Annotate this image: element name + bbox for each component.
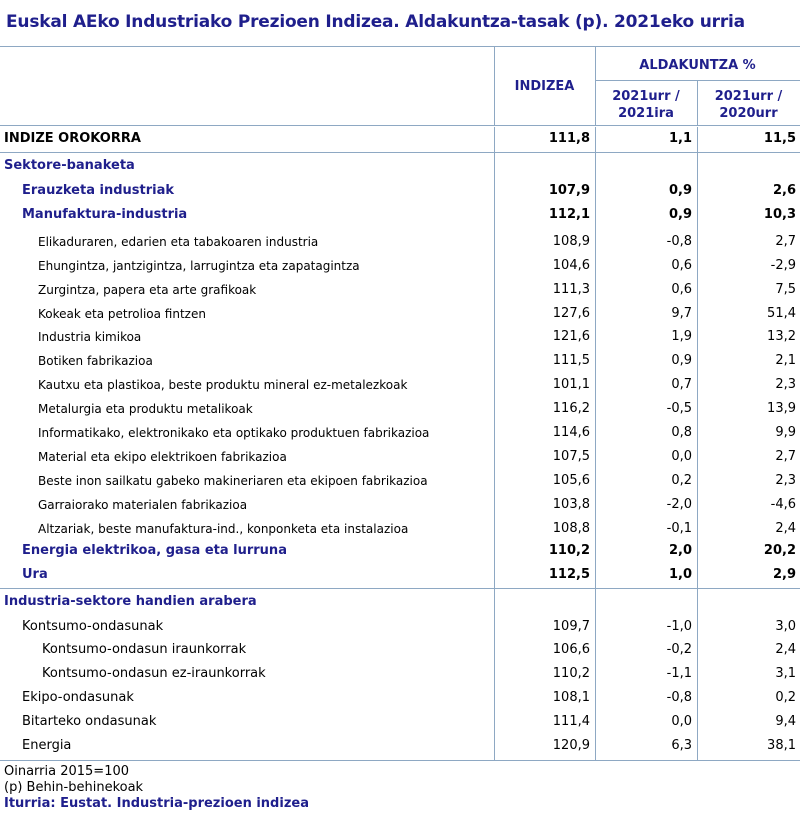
table-footer (4, 764, 309, 812)
row-label: Botiken fabrikazioa (38, 353, 153, 368)
row-value-annual: 2,4 (775, 642, 796, 658)
row-value-index: 108,9 (552, 234, 590, 250)
header-col3-line2: 2020urr (719, 106, 778, 121)
table-header (0, 46, 800, 126)
section-header (0, 590, 800, 614)
row-label: Sektore-banaketa (4, 158, 135, 174)
row-label: Kautxu eta plastikoa, beste produktu mineral ez-metalezkoak (38, 377, 408, 392)
row-value-index: 111,5 (552, 353, 590, 369)
row-value-annual: 3,1 (775, 666, 796, 682)
row-value-annual: 2,7 (775, 449, 796, 465)
row-label: Zurgintza, papera eta arte grafikoak (38, 282, 257, 297)
row-value-monthly: -0,2 (666, 642, 692, 658)
row-value-monthly: 0,9 (671, 353, 692, 369)
row-label: Energia elektrikoa, gasa eta lurruna (22, 543, 287, 559)
row-value-annual: 9,4 (775, 714, 796, 730)
table-row (0, 127, 800, 151)
row-value-index: 107,9 (548, 183, 590, 199)
row-value-annual: 13,2 (767, 329, 796, 345)
row-value-monthly: -0,5 (666, 401, 692, 417)
row-value-annual: 2,4 (775, 521, 796, 537)
row-value-annual: 7,5 (775, 282, 796, 298)
row-label: Energia (22, 738, 72, 754)
row-value-monthly: 0,6 (671, 258, 692, 274)
row-value-index: 106,6 (552, 642, 590, 658)
table-row (0, 638, 800, 662)
header-col2-line1: 2021urr / (612, 89, 680, 104)
row-value-annual: 2,3 (775, 473, 796, 489)
header-indizea: INDIZEA (514, 79, 575, 94)
table-row (0, 686, 800, 710)
row-label: Kontsumo-ondasun ez-iraunkorrak (42, 666, 266, 682)
row-label: Manufaktura-industria (22, 207, 188, 223)
table-row (0, 445, 800, 469)
table-row (0, 469, 800, 493)
table-row (0, 278, 800, 302)
row-value-annual: 2,3 (775, 377, 796, 393)
table-row (0, 373, 800, 397)
row-label: Ura (22, 567, 48, 583)
table-row (0, 615, 800, 639)
table-row (0, 230, 800, 254)
table-row (0, 493, 800, 517)
row-value-monthly: 1,1 (668, 131, 692, 147)
header-top-line (0, 46, 800, 47)
row-value-index: 107,5 (552, 449, 590, 465)
row-value-annual: 0,2 (775, 690, 796, 706)
table-row (0, 734, 800, 758)
row-value-index: 110,2 (552, 666, 590, 682)
row-value-index: 108,8 (552, 521, 590, 537)
row-value-monthly: -1,0 (666, 619, 692, 635)
row-label: Material eta ekipo elektrikoen fabrikazioa (38, 449, 287, 464)
row-value-annual: 10,3 (763, 207, 796, 223)
row-value-monthly: 9,7 (671, 306, 692, 322)
header-aldakuntza: ALDAKUNTZA % (639, 58, 756, 73)
header-col2-line2: 2021ira (618, 106, 674, 121)
table-bottom-line (0, 760, 800, 761)
row-value-annual: 2,6 (772, 183, 796, 199)
row-label: Informatikako, elektronikako eta optikako produktuen fabrikazioa (38, 425, 430, 440)
row-value-monthly: 1,0 (668, 567, 692, 583)
row-value-monthly: 0,0 (671, 449, 692, 465)
row-label: Ekipo-ondasunak (22, 690, 134, 706)
row-value-annual: 9,9 (775, 425, 796, 441)
row-value-monthly: 0,6 (671, 282, 692, 298)
row-label: Kontsumo-ondasun iraunkorrak (42, 642, 247, 658)
row-value-monthly: 1,9 (671, 329, 692, 345)
row-value-index: 104,6 (552, 258, 590, 274)
footer-source: Iturria: Eustat. Industria-prezioen indizea (4, 796, 309, 811)
header-bottom-line (0, 125, 800, 126)
row-value-index: 121,6 (552, 329, 590, 345)
row-value-index: 109,7 (552, 619, 590, 635)
row-value-index: 127,6 (552, 306, 590, 322)
section-header (0, 154, 800, 178)
row-value-monthly: -0,8 (666, 690, 692, 706)
row-value-index: 112,5 (548, 567, 590, 583)
row-value-annual: 3,0 (775, 619, 796, 635)
row-value-index: 105,6 (552, 473, 590, 489)
row-value-monthly: -1,1 (666, 666, 692, 682)
table-row (0, 517, 800, 541)
row-label: Altzariak, beste manufaktura-ind., konponketa eta instalazioa (38, 521, 409, 536)
row-label: Kontsumo-ondasunak (22, 619, 164, 635)
row-value-annual: 51,4 (767, 306, 796, 322)
row-value-annual: 13,9 (767, 401, 796, 417)
row-label: Ehungintza, jantzigintza, larrugintza eta zapatagintza (38, 258, 360, 273)
header-col3-line1: 2021urr / (714, 89, 783, 104)
row-label: Erauzketa industriak (22, 183, 175, 199)
row-value-annual: -4,6 (770, 497, 796, 513)
row-label: Beste inon sailkatu gabeko makineriaren eta ekipoen fabrikazioa (38, 473, 428, 488)
table-row (0, 397, 800, 421)
footer-base-note: Oinarria 2015=100 (4, 764, 130, 779)
row-value-index: 111,8 (548, 131, 590, 147)
row-value-monthly: 0,8 (671, 425, 692, 441)
row-label: Industria-sektore handien arabera (4, 594, 257, 610)
footer-provisional-note: (p) Behin-behinekoak (4, 780, 144, 795)
row-value-index: 114,6 (552, 425, 590, 441)
row-value-annual: 2,7 (775, 234, 796, 250)
separator-before-sectors (0, 588, 800, 589)
page-title: Euskal AEko Industriako Prezioen Indizea. Aldakuntza-tasak (p). 2021eko urria (6, 12, 745, 32)
row-value-monthly: 0,2 (671, 473, 692, 489)
row-value-annual: 38,1 (767, 738, 796, 754)
separator-after-total (0, 152, 800, 153)
row-value-index: 120,9 (552, 738, 590, 754)
row-value-index: 108,1 (552, 690, 590, 706)
table-row (0, 254, 800, 278)
row-value-index: 103,8 (552, 497, 590, 513)
table-row (0, 349, 800, 373)
header-col3 (697, 88, 800, 122)
row-value-monthly: 0,7 (671, 377, 692, 393)
row-value-index: 110,2 (548, 543, 590, 559)
row-label: Elikaduraren, edarien eta tabakoaren industria (38, 234, 319, 249)
row-value-index: 111,4 (552, 714, 590, 730)
row-value-monthly: 0,9 (668, 207, 692, 223)
row-value-annual: 2,9 (772, 567, 796, 583)
row-value-monthly: 0,0 (671, 714, 692, 730)
row-value-monthly: 6,3 (671, 738, 692, 754)
table-row (0, 203, 800, 227)
row-label: Kokeak eta petrolioa fintzen (38, 306, 206, 321)
row-label: Garraiorako materialen fabrikazioa (38, 497, 248, 512)
row-value-monthly: 0,9 (668, 183, 692, 199)
table-row (0, 563, 800, 587)
row-value-monthly: -0,8 (666, 234, 692, 250)
row-value-monthly: -2,0 (666, 497, 692, 513)
row-value-annual: 20,2 (763, 543, 796, 559)
row-label: Metalurgia eta produktu metalikoak (38, 401, 253, 416)
row-value-annual: 2,1 (775, 353, 796, 369)
row-value-monthly: -0,1 (666, 521, 692, 537)
table-row (0, 662, 800, 686)
row-value-annual: 11,5 (763, 131, 796, 147)
header-col2 (595, 88, 697, 122)
row-label: Industria kimikoa (38, 329, 142, 344)
row-value-monthly: 2,0 (668, 543, 692, 559)
row-value-index: 112,1 (548, 207, 590, 223)
table-row (0, 325, 800, 349)
row-label: INDIZE OROKORRA (4, 131, 141, 147)
table-row (0, 179, 800, 203)
row-value-annual: -2,9 (770, 258, 796, 274)
row-value-index: 111,3 (552, 282, 590, 298)
table-row (0, 539, 800, 563)
table-row (0, 710, 800, 734)
row-value-index: 116,2 (552, 401, 590, 417)
table-row (0, 302, 800, 326)
row-label: Bitarteko ondasunak (22, 714, 157, 730)
row-value-index: 101,1 (552, 377, 590, 393)
table-row (0, 421, 800, 445)
